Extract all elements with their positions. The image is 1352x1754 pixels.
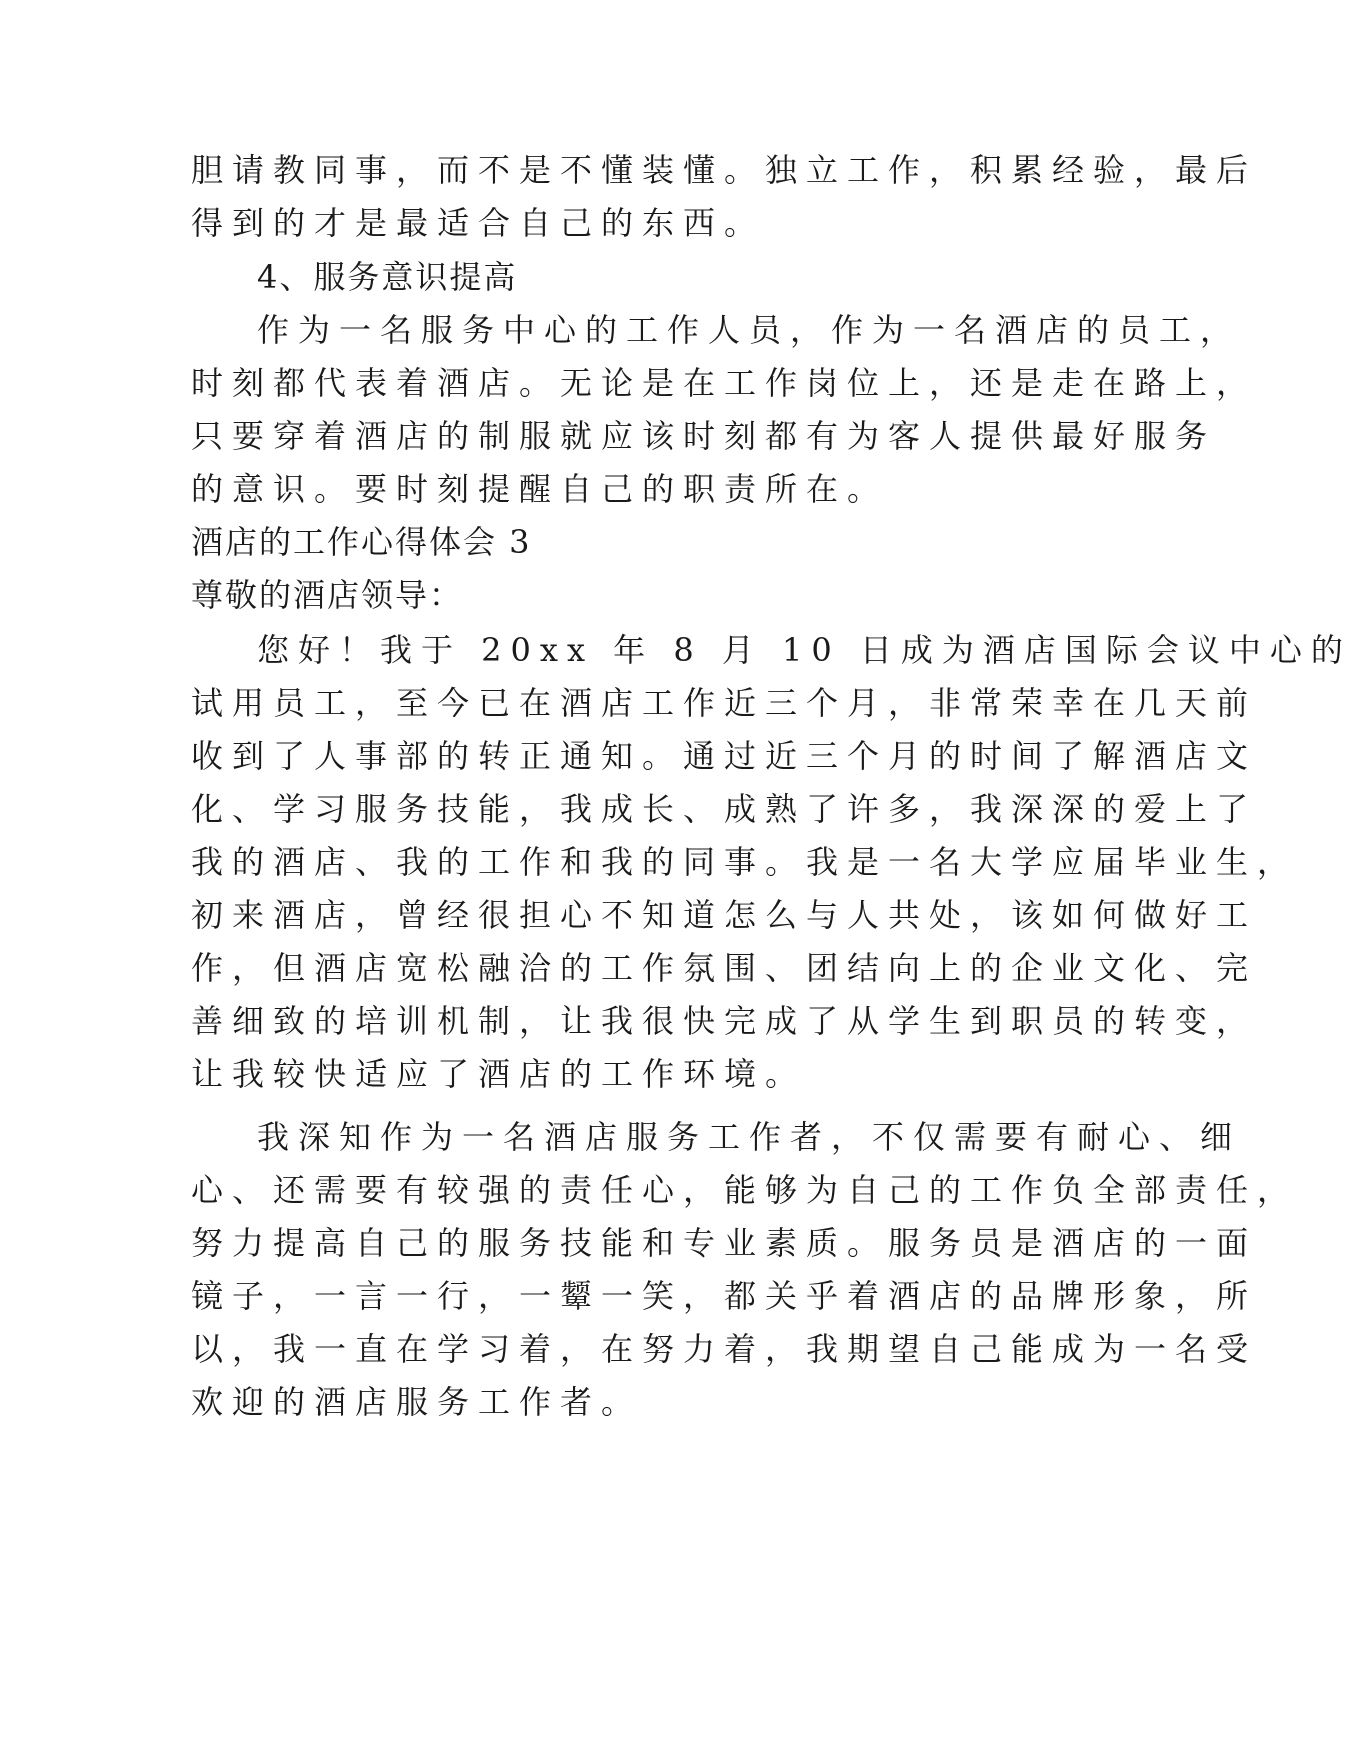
salutation: 尊敬的酒店领导： (191, 576, 464, 614)
paragraph-line: 得到的才是最适合自己的东西。 (191, 204, 766, 242)
paragraph-line: 我深知作为一名酒店服务工作者，不仅需要有耐心、细 (257, 1118, 1242, 1156)
paragraph-line: 心、还需要有较强的责任心，能够为自己的工作负全部责任， (191, 1171, 1299, 1209)
paragraph-line: 的意识。要时刻提醒自己的职责所在。 (191, 470, 889, 508)
paragraph-line: 初来酒店，曾经很担心不知道怎么与人共处，该如何做好工 (191, 896, 1258, 934)
article-title: 酒店的工作心得体会 3 (191, 523, 532, 561)
paragraph-line: 收到了人事部的转正通知。通过近三个月的时间了解酒店文 (191, 737, 1258, 775)
paragraph-line: 时刻都代表着酒店。无论是在工作岗位上，还是走在路上， (191, 364, 1258, 402)
paragraph-line: 我的酒店、我的工作和我的同事。我是一名大学应届毕业生， (191, 843, 1299, 881)
paragraph-line: 让我较快适应了酒店的工作环境。 (191, 1055, 807, 1093)
paragraph-line: 镜子，一言一行，一颦一笑，都关乎着酒店的品牌形象，所 (191, 1277, 1258, 1315)
paragraph-line: 欢迎的酒店服务工作者。 (191, 1383, 643, 1421)
paragraph-line: 化、学习服务技能，我成长、成熟了许多，我深深的爱上了 (191, 790, 1258, 828)
paragraph-line: 作为一名服务中心的工作人员，作为一名酒店的员工， (257, 311, 1242, 349)
paragraph-line: 您好！我于 20xx 年 8 月 10 日成为酒店国际会议中心的 (257, 631, 1352, 669)
section-heading: 4、服务意识提高 (257, 258, 518, 296)
paragraph-line: 以，我一直在学习着，在努力着，我期望自己能成为一名受 (191, 1330, 1258, 1368)
paragraph-line: 努力提高自己的服务技能和专业素质。服务员是酒店的一面 (191, 1224, 1258, 1262)
paragraph-line: 善细致的培训机制，让我很快完成了从学生到职员的转变， (191, 1002, 1258, 1040)
paragraph-line: 作，但酒店宽松融洽的工作氛围、团结向上的企业文化、完 (191, 949, 1258, 987)
paragraph-line: 胆请教同事，而不是不懂装懂。独立工作，积累经验，最后 (191, 151, 1258, 189)
paragraph-line: 试用员工，至今已在酒店工作近三个月，非常荣幸在几天前 (191, 684, 1258, 722)
paragraph-line: 只要穿着酒店的制服就应该时刻都有为客人提供最好服务 (191, 417, 1217, 455)
